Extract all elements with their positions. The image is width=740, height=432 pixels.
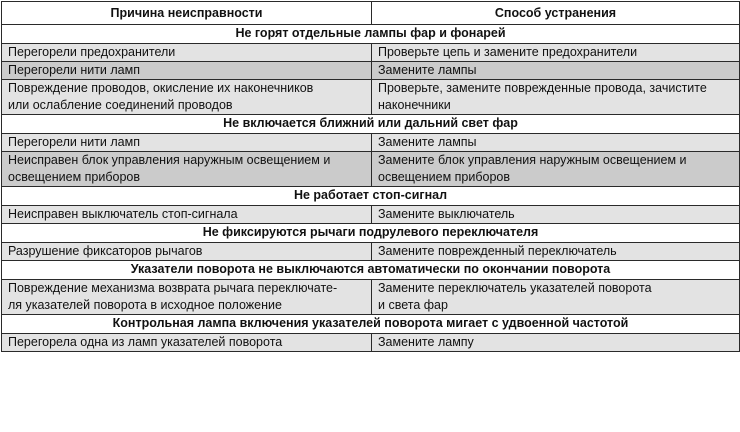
cause-cell bbox=[2, 44, 372, 62]
header-remedy: Способ устранения bbox=[372, 2, 740, 25]
section-title: Не горят отдельные лампы фар и фонарей bbox=[2, 25, 740, 44]
remedy-cell bbox=[372, 134, 740, 152]
cell-line: Перегорели нити ламп bbox=[8, 63, 140, 77]
remedy-cell bbox=[372, 80, 740, 115]
cell-line: освещением приборов bbox=[8, 170, 141, 184]
section-title: Не работает стоп-сигнал bbox=[2, 187, 740, 206]
section-title: Не фиксируются рычаги подрулевого переключателя bbox=[2, 224, 740, 243]
cell-line: Замените лампы bbox=[378, 135, 477, 149]
cell-line: Замените лампы bbox=[378, 63, 477, 77]
section-row bbox=[2, 224, 740, 243]
cause-cell bbox=[2, 152, 372, 187]
table-row bbox=[2, 80, 740, 115]
cell-line: Неисправен блок управления наружным освещением и bbox=[8, 153, 331, 167]
section-title: Контрольная лампа включения указателей поворота мигает с удвоенной частотой bbox=[2, 315, 740, 334]
cause-cell bbox=[2, 62, 372, 80]
table-body bbox=[2, 25, 740, 352]
table-row bbox=[2, 280, 740, 315]
section-title: Указатели поворота не выключаются автоматически по окончании поворота bbox=[2, 261, 740, 280]
cell-line: Повреждение проводов, окисление их наконечников bbox=[8, 81, 314, 95]
cell-line: Замените переключатель указателей поворота bbox=[378, 281, 652, 295]
section-row bbox=[2, 25, 740, 44]
remedy-cell bbox=[372, 44, 740, 62]
cell-line: Замените выключатель bbox=[378, 207, 515, 221]
cell-line: Повреждение механизма возврата рычага переключате- bbox=[8, 281, 338, 295]
remedy-cell bbox=[372, 280, 740, 315]
troubleshooting-table bbox=[1, 1, 740, 352]
cell-line: Разрушение фиксаторов рычагов bbox=[8, 244, 203, 258]
table-row bbox=[2, 243, 740, 261]
remedy-cell bbox=[372, 206, 740, 224]
cell-line: и света фар bbox=[378, 298, 448, 312]
section-row bbox=[2, 115, 740, 134]
remedy-cell bbox=[372, 243, 740, 261]
table-row bbox=[2, 134, 740, 152]
remedy-cell bbox=[372, 62, 740, 80]
cause-cell bbox=[2, 280, 372, 315]
remedy-cell bbox=[372, 334, 740, 352]
table-row bbox=[2, 44, 740, 62]
cell-line: Перегорели нити ламп bbox=[8, 135, 140, 149]
cause-cell bbox=[2, 243, 372, 261]
table-row bbox=[2, 62, 740, 80]
cell-line: Неисправен выключатель стоп-сигнала bbox=[8, 207, 238, 221]
section-row bbox=[2, 315, 740, 334]
table-row bbox=[2, 152, 740, 187]
cell-line: Проверьте цепь и замените предохранители bbox=[378, 45, 638, 59]
table-row bbox=[2, 206, 740, 224]
header-cause: Причина неисправности bbox=[2, 2, 372, 25]
cell-line: освещением приборов bbox=[378, 170, 511, 184]
cell-line: наконечники bbox=[378, 98, 451, 112]
cell-line: Замените блок управления наружным освещением и bbox=[378, 153, 687, 167]
section-row bbox=[2, 261, 740, 280]
cause-cell bbox=[2, 80, 372, 115]
cell-line: Замените лампу bbox=[378, 335, 474, 349]
header-row bbox=[2, 2, 740, 25]
cell-line: Перегорели предохранители bbox=[8, 45, 176, 59]
cell-line: ля указателей поворота в исходное положение bbox=[8, 298, 282, 312]
cell-line: или ослабление соединений проводов bbox=[8, 98, 233, 112]
section-title: Не включается ближний или дальний свет фар bbox=[2, 115, 740, 134]
cell-line: Проверьте, замените поврежденные провода, зачистите bbox=[378, 81, 707, 95]
cause-cell bbox=[2, 334, 372, 352]
cell-line: Перегорела одна из ламп указателей поворота bbox=[8, 335, 283, 349]
cell-line: Замените поврежденный переключатель bbox=[378, 244, 617, 258]
cause-cell bbox=[2, 134, 372, 152]
cause-cell bbox=[2, 206, 372, 224]
remedy-cell bbox=[372, 152, 740, 187]
section-row bbox=[2, 187, 740, 206]
table-row bbox=[2, 334, 740, 352]
